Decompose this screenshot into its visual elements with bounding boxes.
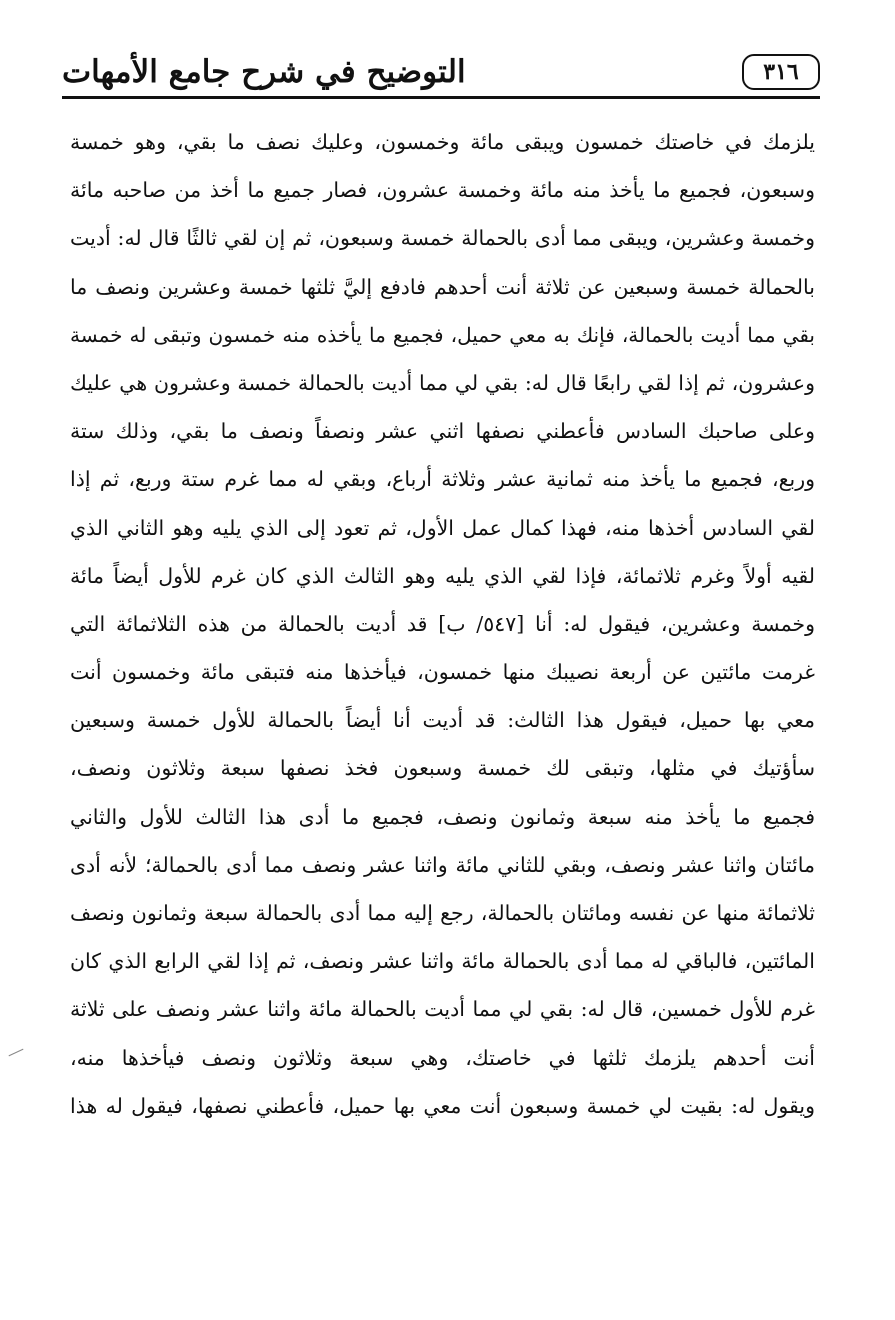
text-line: يلزمك في خاصتك خمسون ويبقى مائة وخمسون، وعليك نصف ما بقي، وهو خمسة	[70, 130, 815, 154]
text-line: وربع، فجميع ما يأخذ منه ثمانية عشر وثلاثة أرباع، وبقي له مما غرم ستة وربع، ثم إذا	[70, 467, 815, 492]
text-line: لقيه أولاً وغرم ثلاثمائة، فإذا لقي الذي يليه وهو الثالث الذي كان غرم للأول أيضاً مائة	[70, 563, 815, 588]
text-line: غرم للأول خمسين، قال له: بقي لي مما أديت بالحمالة مائة واثنا عشر ونصف على ثلاثة	[70, 997, 815, 1022]
page-number: ٣١٦	[742, 54, 820, 90]
body-text	[70, 118, 815, 1130]
text-line: وسبعون، فجميع ما يأخذ منه مائة وخمسة عشرون، فصار جميع ما أخذ من صاحبه مائة	[70, 178, 815, 203]
text-line: لقي السادس أخذها منه، فهذا كمال عمل الأول، ثم تعود إلى الذي يليه وهو الثاني الذي	[70, 515, 815, 540]
text-line: ثلاثمائة منها عن نفسه ومائتان بالحمالة، رجع إليه مما أدى بالحمالة سبعة وثمانون ونصف	[70, 901, 815, 925]
page-header	[62, 50, 820, 110]
text-line: بالحمالة خمسة وسبعين عن ثلاثة أنت أحدهم فادفع إليَّ ثلثها خمسة وعشرين ونصف ما	[70, 274, 815, 299]
text-line: ويقول له: بقيت لي خمسة وسبعون أنت معي بها حميل، فأعطني نصفها، فيقول له هذا	[70, 1093, 815, 1118]
text-line: أنت أحدهم يلزمك ثلثها في خاصتك، وهي سبعة وثلاثون ونصف فيأخذها منه،	[70, 1045, 815, 1070]
text-line: سأؤتيك في مثلها، وتبقى لك خمسة وسبعون فخذ نصفها سبعة وثلاثون ونصف،	[70, 756, 815, 781]
text-line: وعلى صاحبك السادس فأعطني نصفها اثني عشر ونصفاً ونصف ما بقي، وذلك ستة	[70, 419, 815, 444]
text-line: وخمسة وعشرين، ويبقى مما أدى بالحمالة خمسة وسبعون، ثم إن لقي ثالثًا قال له: أديت	[70, 226, 815, 251]
header-divider	[62, 96, 820, 99]
text-line: فجميع ما يأخذ منه سبعة وثمانون ونصف، فجميع ما أدى هذا الثالث للأول والثاني	[70, 804, 815, 829]
book-title: التوضيح في شرح جامع الأمهات	[62, 54, 466, 90]
text-line: المائتين، فالباقي له مما أدى بالحمالة مائة واثنا عشر ونصف، ثم إذا لقي الرابع الذي كان	[70, 949, 815, 974]
text-line: وعشرون، ثم إذا لقي رابعًا قال له: بقي لي مما أديت بالحمالة خمسة وعشرون هي عليك	[70, 370, 815, 395]
margin-mark	[9, 1049, 24, 1057]
text-line: معي بها حميل، فيقول هذا الثالث: قد أديت أنا أيضاً بالحمالة للأول خمسة وسبعين	[70, 708, 815, 733]
text-line: غرمت مائتين عن أربعة نصيبك منها خمسون، فيأخذها منه فتبقى مائة وخمسون أنت	[70, 660, 815, 685]
text-line: وخمسة وعشرين، فيقول له: أنا [٥٤٧/ ب] قد أديت بالحمالة من هذه الثلاثمائة التي	[70, 611, 815, 636]
text-line: بقي مما أديت بالحمالة، فإنك به معي حميل، فجميع ما يأخذه منه خمسون وتبقى له خمسة	[70, 322, 815, 347]
text-line: مائتان واثنا عشر ونصف، وبقي للثاني مائة واثنا عشر ونصف مما أدى بالحمالة؛ لأنه أدى	[70, 852, 815, 877]
